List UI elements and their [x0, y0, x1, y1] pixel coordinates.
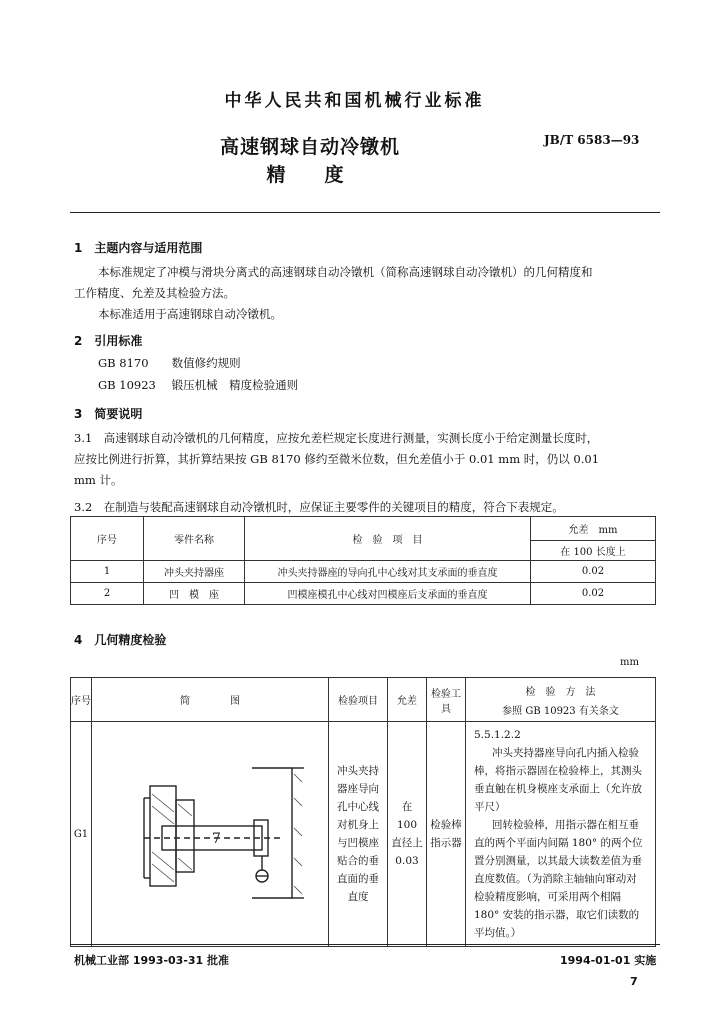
reference-item — [98, 355, 241, 371]
reference-code: GB 8170 — [98, 356, 149, 370]
col-header-seq: 序号 — [71, 517, 144, 561]
col-header-diagram: 简 图 — [92, 678, 329, 722]
page-number: 7 — [630, 975, 638, 988]
cell-item: 冲头夹持器座导向孔中心线对机身上与凹模座贴合的垂直面的垂直度 — [329, 722, 388, 947]
section-4-heading: 4 几何精度检验 — [74, 633, 167, 647]
col-header-method — [466, 678, 656, 722]
cell-part: 冲头夹持器座 — [144, 561, 245, 583]
reference-item — [98, 377, 298, 393]
col-header-tolerance: 允差 — [388, 678, 427, 722]
clause-3-1-line3: mm 计。 — [74, 473, 123, 487]
table-row — [71, 561, 656, 583]
reference-title: 数值修约规则 — [171, 356, 241, 370]
clause-3-1-line1: 3.1 高速钢球自动冷镦机的几何精度，应按允差栏规定长度进行测量，实测长度小于给定测量长度时， — [74, 431, 599, 445]
section-3-heading: 3 简要说明 — [74, 407, 143, 421]
footer-divider — [70, 944, 660, 945]
clause-3-1-line2: 应按比例进行折算，其折算结果按 GB 8170 修约至微米位数，但允差值小于 0.01 mm 时，仍以 0.01 — [74, 452, 600, 466]
table-row — [71, 722, 656, 947]
parts-accuracy-table — [70, 516, 656, 605]
reference-title: 锻压机械 精度检验通则 — [171, 378, 299, 392]
issuing-organization: 中华人民共和国机械行业标准 — [224, 91, 485, 111]
document-subtitle: 精 度 — [266, 164, 354, 186]
perpendicularity-diagram — [92, 738, 328, 928]
col-header-tolerance: 允差 mm — [531, 517, 656, 541]
cell-item: 凹模座模孔中心线对凹模座后支承面的垂直度 — [245, 583, 531, 605]
section-1-body — [74, 262, 660, 325]
cell-tolerance: 在 100 直径上 0.03 — [388, 722, 427, 947]
implementation-date: 1994-01-01 实施 — [560, 954, 657, 967]
col-header-tool: 检验工具 — [427, 678, 466, 722]
fixture-holder — [252, 768, 292, 898]
clause-3-2: 3.2 在制造与装配高速钢球自动冷镦机时，应保证主要零件的关键项目的精度，符合下表规定。 — [74, 500, 564, 514]
col-header-seq: 序号 — [71, 678, 92, 722]
reference-code: GB 10923 — [98, 378, 156, 392]
cell-seq: 1 — [71, 561, 144, 583]
section-1-para2: 本标准适用于高速钢球自动冷镦机。 — [98, 307, 282, 321]
document-title: 高速钢球自动冷镦机 — [219, 136, 400, 158]
cell-seq: 2 — [71, 583, 144, 605]
col-header-item: 检 验 项 目 — [245, 517, 531, 561]
section-1-heading: 1 主题内容与适用范围 — [74, 241, 203, 255]
method-step-1: 冲头夹持器座导向孔内插入检验棒，将指示器固在检验棒上，其测头垂直触在机身模座支承面上（允许放平尺） — [474, 747, 642, 813]
unit-label: mm — [620, 657, 639, 668]
table-row — [71, 583, 656, 605]
cell-seq: G1 — [71, 722, 92, 947]
section-1-para1a: 本标准规定了冲模与滑块分离式的高速钢球自动冷镦机（简称高速钢球自动冷镦机）的几何精度和 — [98, 265, 593, 279]
cell-tolerance: 0.02 — [531, 583, 656, 605]
frame-body — [150, 786, 176, 886]
method-step-2: 回转检验棒，用指示器在相互垂直的两个平面内间隔 180° 的两个位置分别测量，以其最大读数差值为垂直度数值。（为消除主轴轴向窜动对检验精度影响，可采用两个相隔 180° 安装的指示器，取它们读数的平均值。） — [474, 819, 643, 939]
col-header-item: 检验项目 — [329, 678, 388, 722]
section-2-heading: 2 引用标准 — [74, 334, 143, 348]
col-header-part: 零件名称 — [144, 517, 245, 561]
section-1-para1b: 工作精度、允差及其检验方法。 — [74, 286, 235, 300]
method-clause-ref: 5.5.1.2.2 — [474, 729, 521, 741]
method-reference: 参照 GB 10923 有关条文 — [502, 705, 619, 717]
geometric-accuracy-table — [70, 677, 656, 947]
cell-tolerance: 0.02 — [531, 561, 656, 583]
approval-date: 机械工业部 1993-03-31 批准 — [74, 954, 230, 967]
col-header-tolerance-sub: 在 100 长度上 — [531, 541, 656, 561]
method-title: 检 验 方 法 — [525, 686, 596, 698]
frame-flange — [176, 800, 194, 872]
cell-diagram — [92, 722, 329, 947]
cell-tool: 检验棒 指示器 — [427, 722, 466, 947]
cell-method — [466, 722, 656, 947]
cell-part: 凹 模 座 — [144, 583, 245, 605]
cell-item: 冲头夹持器座的导向孔中心线对其支承面的垂直度 — [245, 561, 531, 583]
diagram-number: 7 — [212, 830, 221, 847]
header-divider — [70, 212, 660, 213]
section-3-body — [74, 428, 660, 518]
standard-number: JB/T 6583—93 — [544, 133, 640, 147]
